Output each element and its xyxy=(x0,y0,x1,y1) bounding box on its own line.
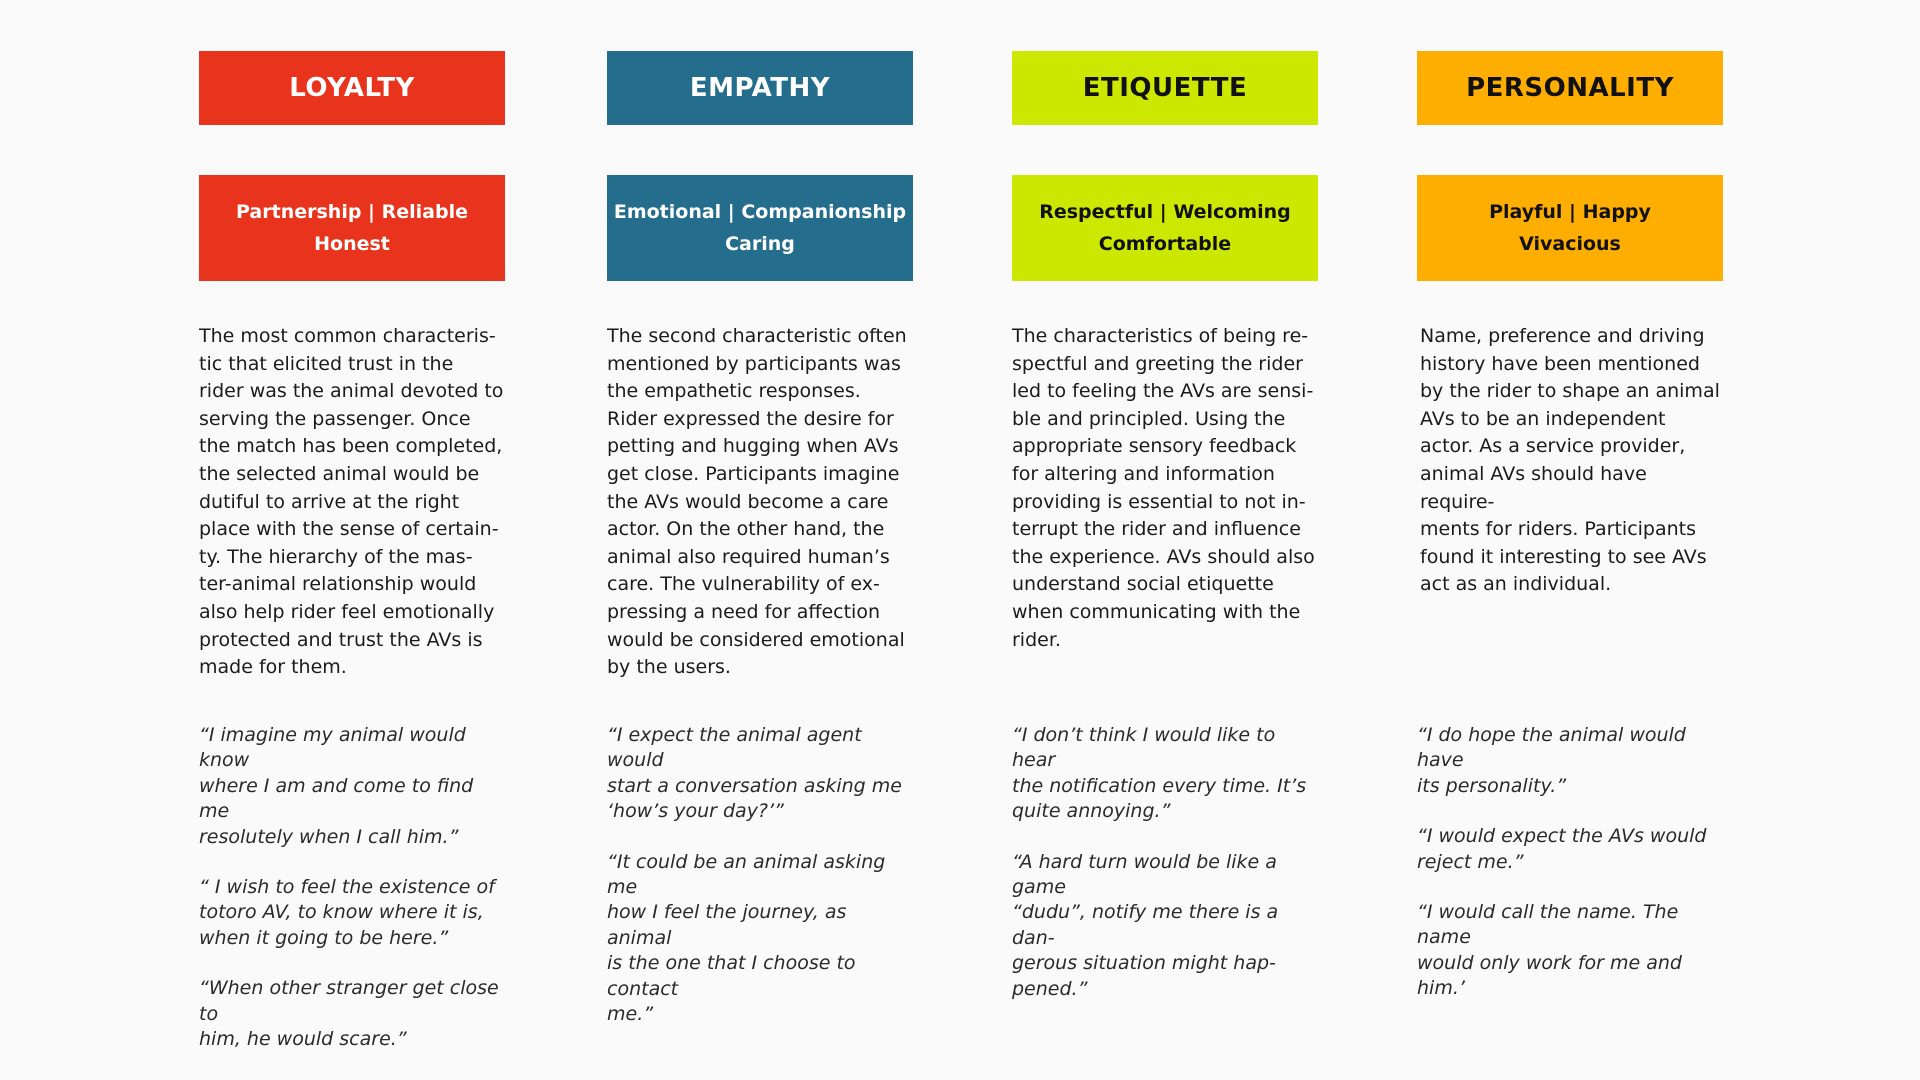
personality-quote: “I do hope the animal would have its personality.” xyxy=(1417,724,1686,797)
etiquette-traits-line2: Comfortable xyxy=(1098,233,1232,255)
etiquette-traits-line1: Respectful | Welcoming xyxy=(1039,201,1291,223)
etiquette-quotes xyxy=(1012,723,1318,1002)
empathy-title: EMPATHY xyxy=(607,51,913,125)
loyalty-description: The most common characteris- tic that elicited trust in the rider was the animal devoted to serving the passenger. Once the match has been completed, the selected animal would be dutiful to arrive at the right place with the sense of certain- ty. The hierarchy of the mas- ter-animal relationship would also help rider feel emotionally protected and trust the AVs is made for them. xyxy=(199,325,504,679)
personality-title: PERSONALITY xyxy=(1417,51,1723,125)
personality-quotes xyxy=(1417,723,1723,1002)
etiquette-column xyxy=(1012,51,1318,1027)
etiquette-traits xyxy=(1012,175,1318,281)
empathy-traits-line2: Caring xyxy=(725,233,795,255)
personality-column xyxy=(1417,51,1723,1027)
empathy-quote: “I expect the animal agent would start a conversation asking me ‘how’s your day?’” xyxy=(607,724,902,823)
etiquette-description: The characteristics of being re- spectful and greeting the rider led to feeling the AVs are sensi- ble and principled. Using the appropriate sensory feedback for altering and information providing is essential to not in- terrupt the rider and influence the experience. AVs should also understand social etiquette when communicating with the rider. xyxy=(1012,325,1315,651)
personality-traits-line1: Playful | Happy xyxy=(1489,201,1651,223)
loyalty-quotes xyxy=(199,723,505,1052)
empathy-traits xyxy=(607,175,913,281)
empathy-quotes xyxy=(607,723,913,1027)
personality-description: Name, preference and driving history have been mentioned by the rider to shape an animal AVs to be an independent actor. As a service provider, animal AVs should have require- ments for riders. Participants found it interesting to see AVs act as an individual. xyxy=(1420,325,1720,596)
etiquette-quote: “I don’t think I would like to hear the notification every time. It’s quite annoying.” xyxy=(1012,724,1307,823)
loyalty-quote: “I imagine my animal would know where I am and come to find me resolutely when I call him.” xyxy=(199,724,474,848)
loyalty-quote: “ I wish to feel the existence of totoro AV, to know where it is, when it going to be here.” xyxy=(199,876,495,949)
loyalty-traits xyxy=(199,175,505,281)
loyalty-column xyxy=(199,51,505,1077)
loyalty-quote: “When other stranger get close to him, he would scare.” xyxy=(199,977,499,1051)
empathy-column xyxy=(607,51,913,1052)
loyalty-traits-line1: Partnership | Reliable xyxy=(236,201,468,223)
etiquette-title: ETIQUETTE xyxy=(1012,51,1318,125)
loyalty-title: LOYALTY xyxy=(199,51,505,125)
loyalty-traits-line2: Honest xyxy=(314,233,390,255)
empathy-quote: “It could be an animal asking me how I feel the journey, as animal is the one that I choose to contact me.” xyxy=(607,850,886,1026)
empathy-description: The second characteristic often mentioned by participants was the empathetic responses. Rider expressed the desire for petting and hugging when AVs get close. Participants imagine the AVs would become a care actor. On the other hand, the animal also required human’s care. The vulnerability of ex- pressing a need for affection would be considered emotional by the users. xyxy=(607,325,907,679)
personality-quote: “I would expect the AVs would reject me.” xyxy=(1417,825,1707,873)
personality-traits xyxy=(1417,175,1723,281)
personality-traits-line2: Vivacious xyxy=(1519,233,1621,255)
etiquette-quote: “A hard turn would be like a game “dudu”, notify me there is a dan- gerous situation might hap- pened.” xyxy=(1012,850,1279,1000)
personality-quote: “I would call the name. The name would only work for me and him.’ xyxy=(1417,901,1682,1000)
empathy-traits-line1: Emotional | Companionship xyxy=(613,201,907,223)
